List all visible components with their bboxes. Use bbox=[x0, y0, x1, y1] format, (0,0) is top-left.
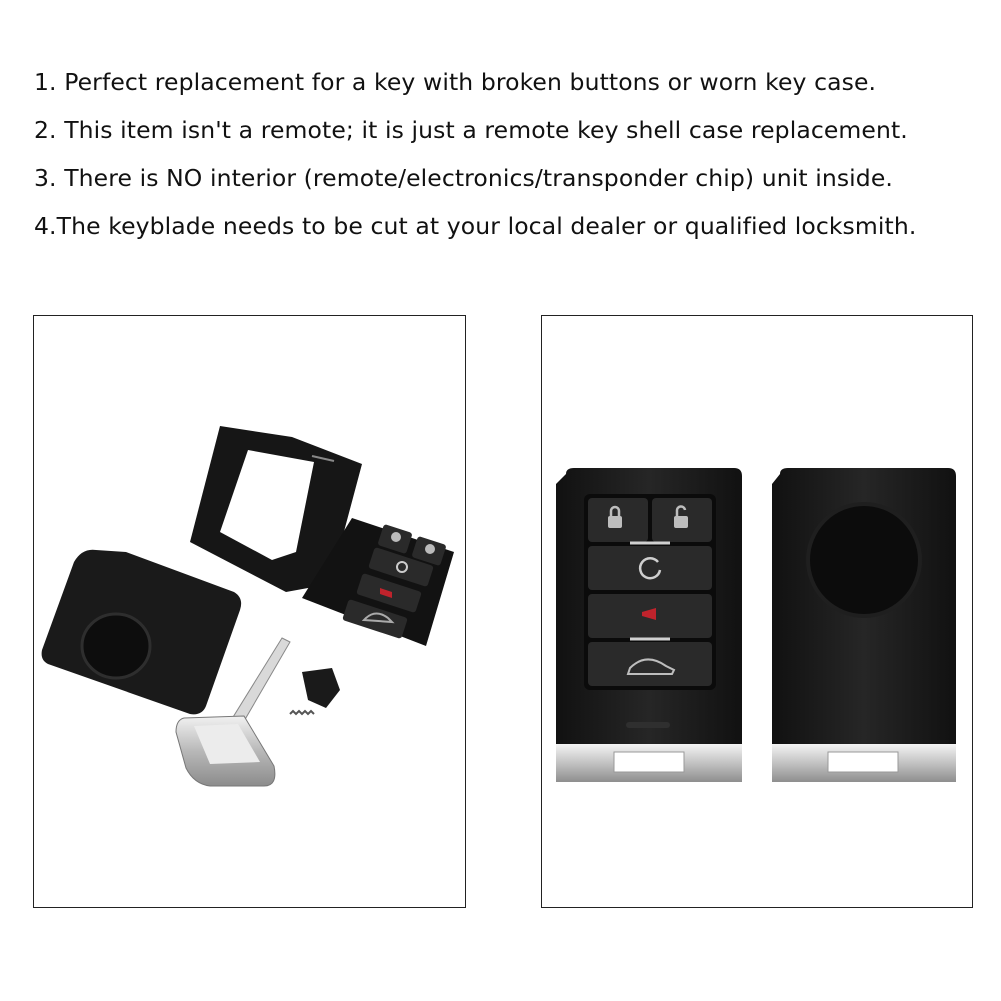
key-back-view bbox=[772, 468, 956, 782]
parts-illustration bbox=[34, 316, 465, 907]
note-3: 3. There is NO interior (remote/electronics/transponder chip) unit inside. bbox=[34, 164, 893, 192]
release-button bbox=[808, 504, 920, 616]
key-front-view bbox=[556, 468, 742, 782]
unlock-icon bbox=[674, 516, 688, 528]
parts-image-panel bbox=[33, 315, 466, 908]
back-cover-piece bbox=[42, 550, 242, 715]
remote-start-button bbox=[588, 546, 712, 590]
note-4: 4.The keyblade needs to be cut at your local dealer or qualified locksmith. bbox=[34, 212, 917, 240]
lock-icon bbox=[608, 516, 622, 528]
unlock-icon bbox=[425, 544, 435, 554]
spring-piece bbox=[290, 711, 314, 714]
note-2: 2. This item isn't a remote; it is just a remote key shell case replacement. bbox=[34, 116, 908, 144]
assembled-key-image-panel bbox=[541, 315, 973, 908]
assembled-key-illustration bbox=[542, 316, 972, 907]
trunk-button bbox=[588, 642, 712, 686]
note-1: 1. Perfect replacement for a key with broken buttons or worn key case. bbox=[34, 68, 877, 96]
small-clip-piece bbox=[302, 668, 340, 708]
feature-notes bbox=[34, 58, 984, 250]
lock-icon bbox=[391, 532, 401, 542]
